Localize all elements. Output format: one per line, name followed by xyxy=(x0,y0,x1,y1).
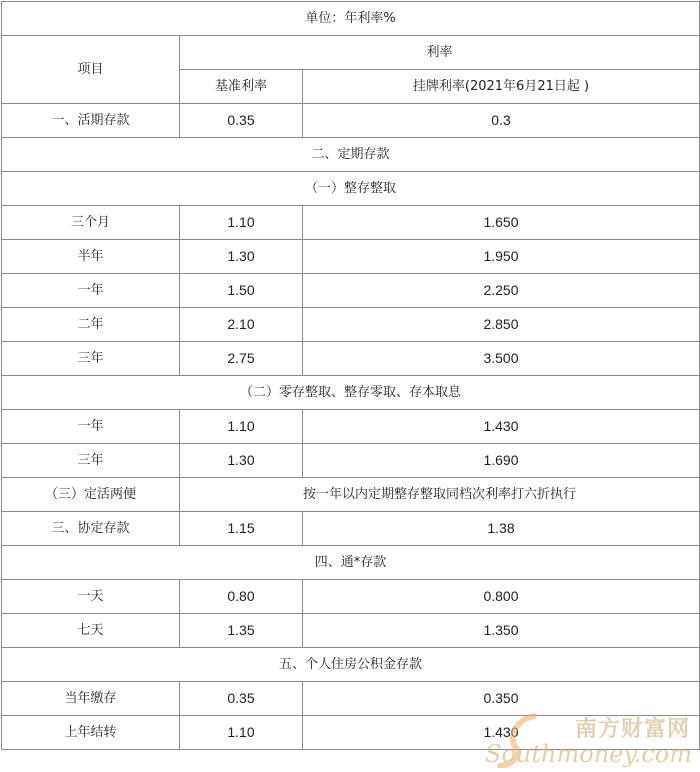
section-title: 五、个人住房公积金存款 xyxy=(2,648,700,682)
row-listed-rate: 0.3 xyxy=(303,104,700,138)
subsection-title: （一）整存整取 xyxy=(2,172,700,206)
row-name: 一年 xyxy=(2,410,180,444)
row-listed-rate: 1.430 xyxy=(303,716,700,750)
row-base-rate: 0.35 xyxy=(180,682,303,716)
header-rate: 利率 xyxy=(180,36,700,70)
row-name: 上年结转 xyxy=(2,716,180,750)
row-base-rate: 1.50 xyxy=(180,274,303,308)
row-listed-rate: 1.650 xyxy=(303,206,700,240)
row-listed-rate: 1.38 xyxy=(303,512,700,546)
row-base-rate: 1.10 xyxy=(180,206,303,240)
section-row xyxy=(2,376,700,410)
row-name: 三年 xyxy=(2,444,180,478)
table-row xyxy=(2,240,700,274)
row-name: 半年 xyxy=(2,240,180,274)
table-row xyxy=(2,342,700,376)
watermark-cn-text: 南方财富网 xyxy=(574,717,690,742)
section-row xyxy=(2,546,700,580)
header-row xyxy=(2,36,700,70)
section-title: 二、定期存款 xyxy=(2,138,700,172)
row-listed-rate: 3.500 xyxy=(303,342,700,376)
row-listed-rate: 2.250 xyxy=(303,274,700,308)
table-row xyxy=(2,580,700,614)
header-base-rate: 基准利率 xyxy=(180,70,303,104)
header-item: 项目 xyxy=(2,36,180,104)
row-base-rate: 1.10 xyxy=(180,410,303,444)
row-name: 三年 xyxy=(2,342,180,376)
table-row xyxy=(2,274,700,308)
row-base-rate: 2.75 xyxy=(180,342,303,376)
section-row xyxy=(2,172,700,206)
row-listed-rate: 1.690 xyxy=(303,444,700,478)
unit-label: 单位：年利率% xyxy=(2,2,700,36)
row-listed-rate: 0.350 xyxy=(303,682,700,716)
row-base-rate: 1.35 xyxy=(180,614,303,648)
table-row xyxy=(2,104,700,138)
section-row xyxy=(2,648,700,682)
row-name: 七天 xyxy=(2,614,180,648)
row-name: 一、活期存款 xyxy=(2,104,180,138)
header-listed-rate: 挂牌利率(2021年6月21日起 ) xyxy=(303,70,700,104)
table-row xyxy=(2,410,700,444)
row-listed-rate: 0.800 xyxy=(303,580,700,614)
table-row xyxy=(2,614,700,648)
table-row xyxy=(2,512,700,546)
section-row xyxy=(2,138,700,172)
interest-rate-table xyxy=(1,1,700,750)
table-row xyxy=(2,444,700,478)
row-base-rate: 1.30 xyxy=(180,444,303,478)
row-name: （三）定活两便 xyxy=(2,478,180,512)
row-base-rate: 0.80 xyxy=(180,580,303,614)
watermark-en-text: Southmoney.com xyxy=(485,740,692,768)
row-base-rate: 0.35 xyxy=(180,104,303,138)
table-row xyxy=(2,478,700,512)
table-row xyxy=(2,206,700,240)
row-name: 二年 xyxy=(2,308,180,342)
row-name: 当年缴存 xyxy=(2,682,180,716)
row-base-rate: 1.10 xyxy=(180,716,303,750)
row-listed-rate: 1.430 xyxy=(303,410,700,444)
subsection-title: （二）零存整取、整存零取、存本取息 xyxy=(2,376,700,410)
row-name: 一天 xyxy=(2,580,180,614)
row-base-rate: 1.15 xyxy=(180,512,303,546)
table-row xyxy=(2,682,700,716)
row-listed-rate: 1.950 xyxy=(303,240,700,274)
row-name: 三个月 xyxy=(2,206,180,240)
row-note: 按一年以内定期整存整取同档次利率打六折执行 xyxy=(180,478,700,512)
row-base-rate: 2.10 xyxy=(180,308,303,342)
row-base-rate: 1.30 xyxy=(180,240,303,274)
row-name: 一年 xyxy=(2,274,180,308)
row-name: 三、协定存款 xyxy=(2,512,180,546)
table-row xyxy=(2,308,700,342)
unit-row xyxy=(2,2,700,36)
row-listed-rate: 1.350 xyxy=(303,614,700,648)
table-row xyxy=(2,716,700,750)
section-title: 四、通*存款 xyxy=(2,546,700,580)
row-listed-rate: 2.850 xyxy=(303,308,700,342)
